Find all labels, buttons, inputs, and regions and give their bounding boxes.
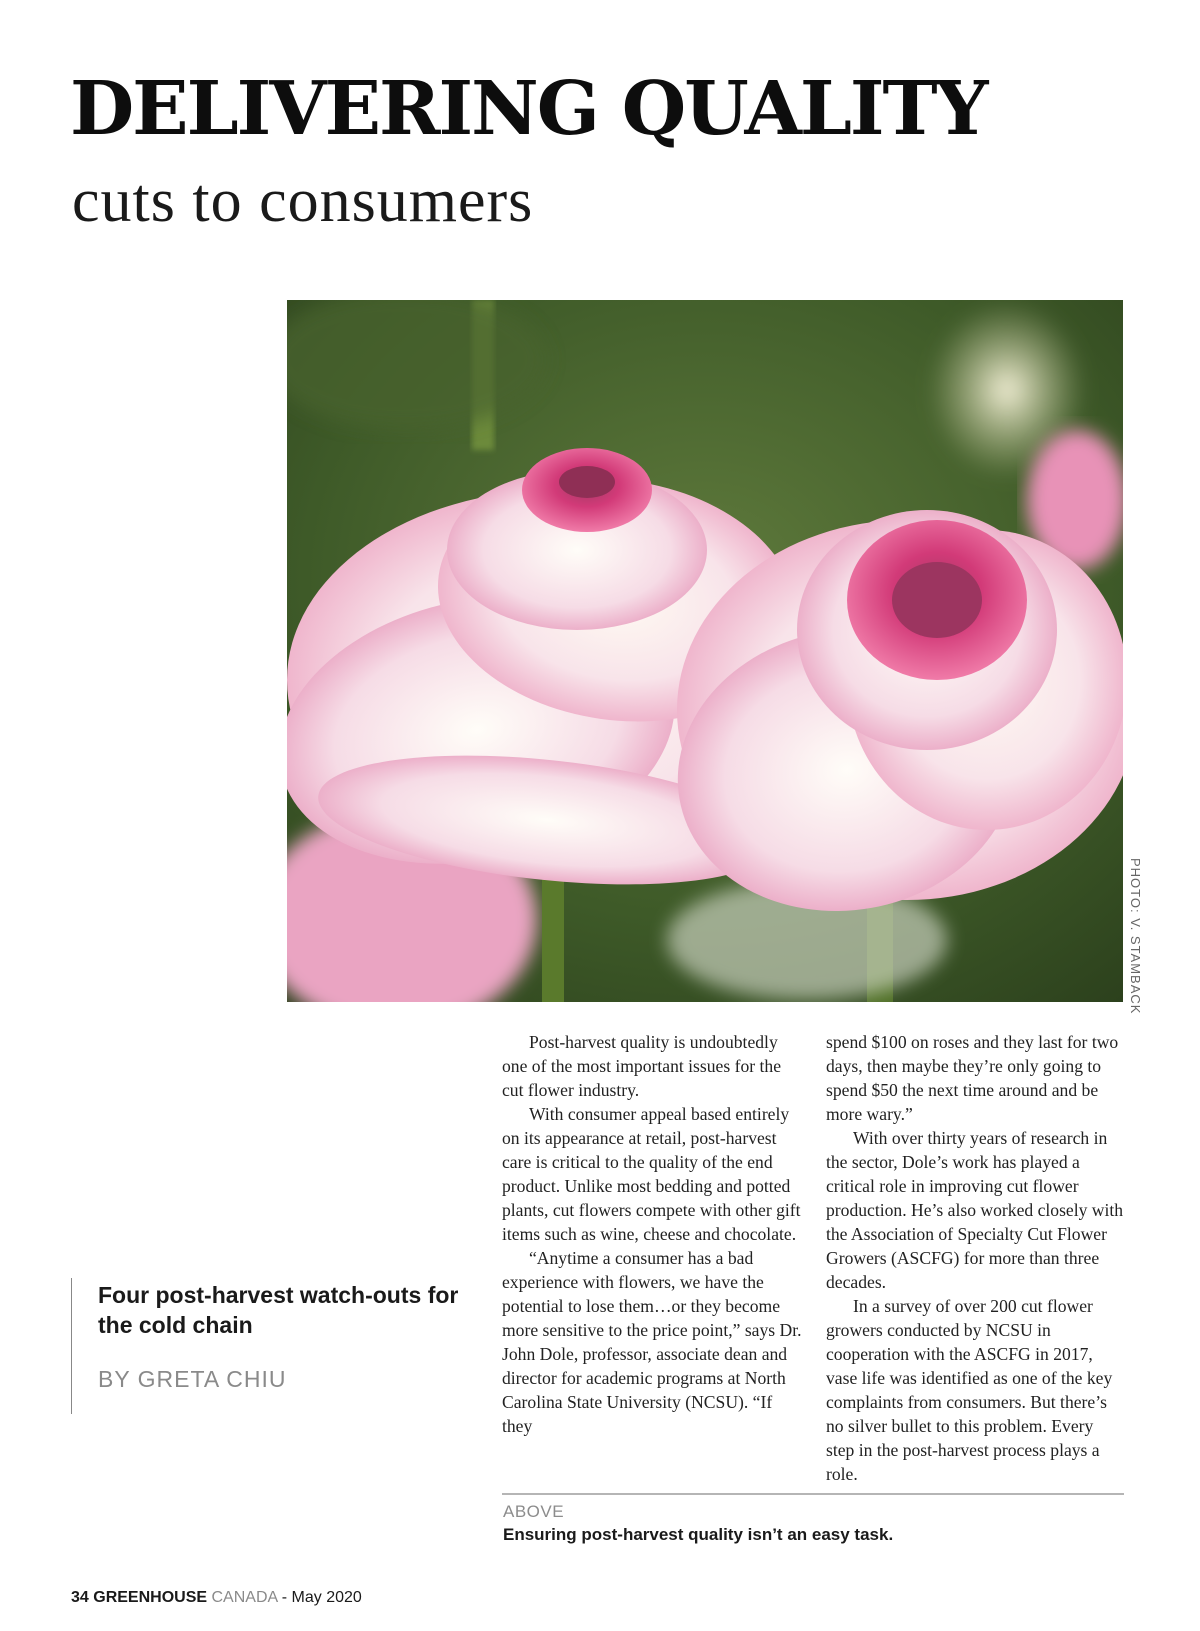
- magazine-name: GREENHOUSE: [93, 1589, 208, 1606]
- headline: DELIVERING QUALITY: [70, 66, 987, 152]
- paragraph: In a survey of over 200 cut flower growers conducted by NCSU in cooperation with the ASCFG in 2017, vase life was identified as one of the key complaints from consumers. But there’s no silver bullet to this problem. Every step in the post-harvest process plays a role.: [826, 1296, 1113, 1484]
- article-deck: [71, 1278, 471, 1414]
- paragraph: “Anytime a consumer has a bad experience with flowers, we have the potential to lose them…or they become more sensitive to the price point,” says Dr. John Dole, professor, associate dean and director for academic programs at North Carolina State University (NCSU). “If they: [502, 1248, 802, 1436]
- paragraph: spend $100 on roses and they last for two days, then maybe they’re only going to spend $50 the next time around and be more wary.”: [826, 1032, 1119, 1124]
- paragraph: Post-harvest quality is undoubtedly one of the most important issues for the cut flower industry.: [502, 1032, 782, 1100]
- photo-credit: PHOTO: V. STAMBACK: [1128, 858, 1143, 1015]
- caption-divider: [502, 1493, 1124, 1495]
- caption-label: ABOVE: [503, 1502, 565, 1521]
- paragraph: With consumer appeal based entirely on its appearance at retail, post-harvest care is critical to the quality of the end product. Unlike most bedding and potted plants, cut flowers compete with other gift items such as wine, cheese and chocolate.: [502, 1104, 801, 1244]
- caption-text: Ensuring post-harvest quality isn’t an easy task.: [503, 1525, 894, 1544]
- body-column-1: [502, 1030, 802, 1438]
- ranunculus-flowers-illustration: [287, 300, 1123, 1002]
- hero-photo: [287, 300, 1123, 1002]
- magazine-name-suffix: CANADA: [211, 1589, 278, 1606]
- deck-title: Four post-harvest watch-outs for the cold chain: [98, 1282, 459, 1338]
- byline: BY GRETA CHIU: [98, 1366, 287, 1392]
- issue-date: - May 2020: [281, 1589, 362, 1606]
- page-number: 34: [71, 1589, 89, 1606]
- page-footer: [71, 1589, 362, 1607]
- body-column-2: [826, 1030, 1126, 1486]
- paragraph: With over thirty years of research in the sector, Dole’s work has played a critical role in improving cut flower production. He’s also worked closely with the Association of Specialty Cut Flower Growers (ASCFG) for more than three decades.: [826, 1128, 1124, 1292]
- subheadline: cuts to consumers: [72, 167, 534, 235]
